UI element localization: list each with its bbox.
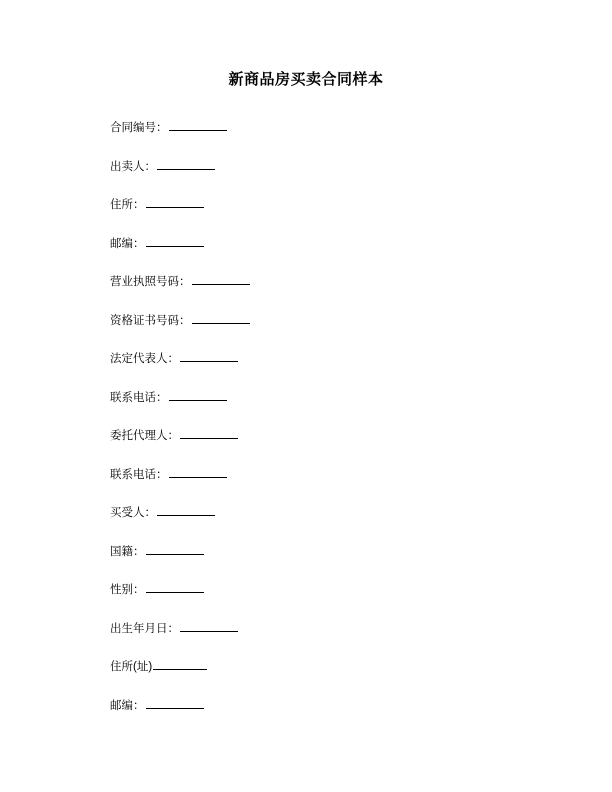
field-blank-input[interactable] (192, 273, 250, 285)
field-label: 联系电话： (110, 391, 168, 404)
field-blank-input[interactable] (146, 697, 204, 709)
field-blank-input[interactable] (146, 543, 204, 555)
field-blank-input[interactable] (157, 504, 215, 516)
field-row-contract-number (110, 119, 532, 135)
field-label: 法定代表人： (110, 353, 179, 365)
field-row-business-license (110, 273, 532, 289)
field-row-legal-representative (110, 350, 532, 366)
field-row-buyer (110, 504, 532, 520)
field-blank-input[interactable] (157, 158, 215, 170)
field-blank-input[interactable] (153, 658, 207, 670)
field-label: 营业执照号码： (110, 276, 191, 288)
field-row-birthdate (110, 620, 532, 636)
field-blank-input[interactable] (180, 427, 238, 439)
field-label: 邮编： (110, 237, 145, 250)
field-label: 性别： (110, 584, 145, 596)
field-blank-input[interactable] (146, 235, 204, 247)
field-blank-input[interactable] (180, 350, 238, 362)
field-row-seller-postcode (110, 235, 532, 251)
field-row-agent-phone (110, 466, 532, 482)
field-label: 住所(址) (110, 661, 153, 673)
field-label: 出卖人： (110, 160, 156, 173)
contract-fields-list (0, 119, 612, 712)
field-blank-input[interactable] (180, 620, 238, 632)
field-label: 买受人： (110, 507, 156, 519)
field-label: 出生年月日： (110, 622, 179, 635)
field-blank-input[interactable] (146, 581, 204, 593)
field-blank-input[interactable] (169, 389, 227, 401)
field-row-seller-address (110, 196, 532, 212)
field-blank-input[interactable] (192, 312, 250, 324)
field-label: 国籍： (110, 545, 145, 558)
field-row-gender (110, 581, 532, 597)
field-row-authorized-agent (110, 427, 532, 443)
field-row-seller-phone (110, 389, 532, 405)
field-label: 邮编： (110, 699, 145, 712)
field-row-buyer-address (110, 658, 532, 674)
field-blank-input[interactable] (146, 196, 204, 208)
field-blank-input[interactable] (169, 466, 227, 478)
field-row-seller (110, 158, 532, 174)
field-label: 合同编号： (110, 122, 168, 134)
field-row-nationality (110, 543, 532, 559)
field-row-qualification-certificate (110, 312, 532, 328)
field-label: 资格证书号码： (110, 314, 191, 327)
field-row-buyer-postcode (110, 697, 532, 713)
field-label: 委托代理人： (110, 430, 179, 442)
page-title: 新商品房买卖合同样本 (228, 71, 384, 88)
field-label: 联系电话： (110, 468, 168, 481)
field-blank-input[interactable] (169, 119, 227, 131)
field-label: 住所： (110, 199, 145, 211)
